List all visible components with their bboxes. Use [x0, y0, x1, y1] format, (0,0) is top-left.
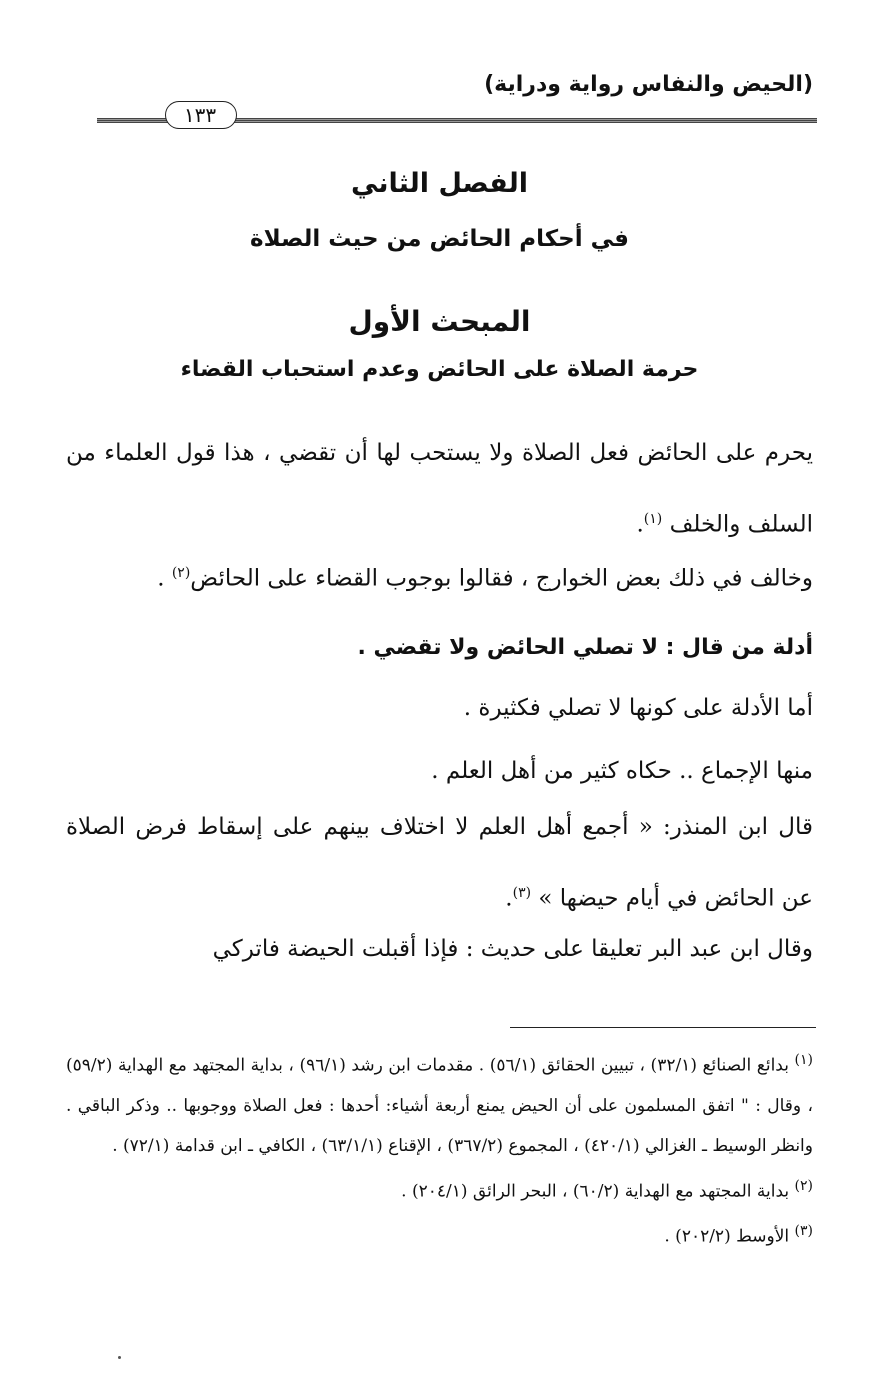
footnote-3	[66, 1211, 813, 1257]
footnote-1-mark: (١)	[794, 1052, 814, 1068]
chapter-title: الفصل الثاني	[351, 168, 528, 199]
footnote-ref-2: (٢)	[171, 565, 191, 581]
paragraph-2-text: وخالف في ذلك بعض الخوارج ، فقالوا بوجوب القضاء على الحائض	[190, 565, 813, 592]
paragraph-5-text: قال ابن المنذر: « أجمع أهل العلم لا اختلاف بينهم على إسقاط فرض الصلاة عن الحائض في أيام حيضها »	[66, 814, 813, 912]
footnote-1-text: بدائع الصنائع (٣٢/١) ، تبيين الحقائق (٥٦/١) . مقدمات ابن رشد (٩٦/١) ، بداية المجتهد مع الهداية (٥٩/٢) ، وقال : " اتفق المسلمون على أن الحيض يمنع أربعة أشياء: أحدها : فعل الصلاة ووجوبها .. وذكر الباقي . وانظر الوسيط ـ الغزالي (٤٢٠/١) ، المجموع (٣٦٧/٢) ، الإقناع (٦٣/١/١) ، الكافي ـ ابن قدامة (٧٢/١) .	[66, 1055, 813, 1156]
footnote-ref-1: (١)	[643, 511, 663, 527]
paragraph-2: وخالف في ذلك بعض الخوارج ، فقالوا بوجوب القضاء على الحائض$^{(٢)}$ .	[157, 565, 813, 592]
footnote-3-mark: (٣)	[794, 1223, 813, 1240]
paragraph-1-text: يحرم على الحائض فعل الصلاة ولا يستحب لها أن تقضي ، هذا قول العلماء من السلف والخلف	[66, 440, 813, 538]
footnote-ref-3: (٣)	[512, 885, 532, 901]
paragraph-4: منها الإجماع .. حكاه كثير من أهل العلم .	[431, 758, 813, 784]
paragraph-1: يحرم على الحائض فعل الصلاة ولا يستحب لها أن تقضي ، هذا قول العلماء من السلف والخلف $^{(١)}$.	[66, 440, 813, 538]
page-speck	[118, 1356, 121, 1359]
footnote-2-text: بداية المجتهد مع الهداية (٦٠/٢) ، البحر الرائق (٢٠٤/١) .	[401, 1181, 790, 1202]
footnote-3-text: الأوسط (٢٠٢/٢) .	[664, 1226, 790, 1247]
footnotes	[66, 1040, 813, 1257]
page-number: ١٣٣	[183, 103, 217, 127]
paragraph-5: قال ابن المنذر: « أجمع أهل العلم لا اختلاف بينهم على إسقاط فرض الصلاة عن الحائض في أيام حيضها » $^{(٣)}$.	[66, 814, 813, 912]
evidence-heading: أدلة من قال : لا تصلي الحائض ولا تقضي .	[357, 635, 813, 660]
footnote-1	[66, 1040, 813, 1166]
paragraph-3: أما الأدلة على كونها لا تصلي فكثيرة .	[463, 695, 813, 721]
paragraph-6: وقال ابن عبد البر تعليقا على حديث : فإذا أقبلت الحيضة فاتركي	[212, 936, 813, 962]
section-subtitle: حرمة الصلاة على الحائض وعدم استحباب القضاء	[180, 357, 699, 382]
running-header-title: (الحيض والنفاس رواية ودراية)	[484, 72, 813, 97]
footnote-2	[66, 1166, 813, 1212]
footnote-separator	[510, 1027, 816, 1028]
chapter-subtitle: في أحكام الحائض من حيث الصلاة	[250, 226, 629, 252]
footnote-2-mark: (٢)	[794, 1177, 813, 1194]
section-title: المبحث الأول	[348, 305, 531, 338]
